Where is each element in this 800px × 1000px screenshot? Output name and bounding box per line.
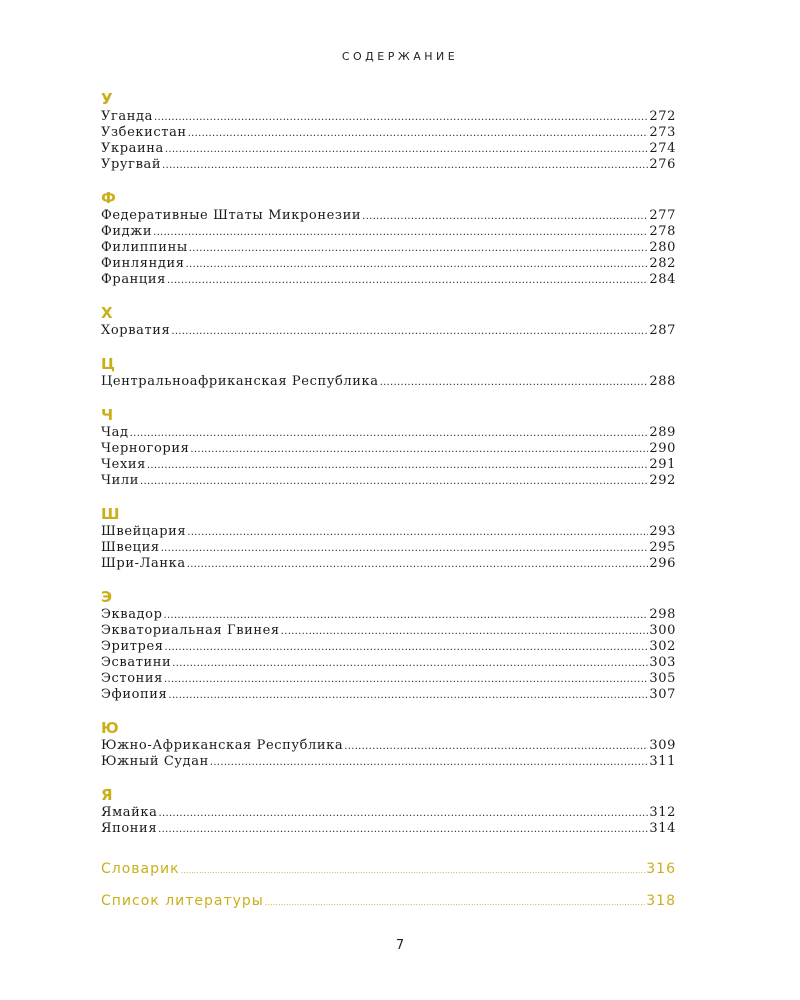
entry-page: 298 [649, 607, 676, 622]
dot-leader [362, 209, 648, 225]
toc-entry[interactable] [101, 224, 676, 240]
dot-leader [158, 822, 648, 838]
table-of-contents [101, 90, 676, 917]
section-letter: У [101, 90, 113, 108]
toc-entry[interactable] [101, 805, 676, 821]
entry-page: 287 [649, 323, 676, 338]
dot-leader [188, 126, 649, 142]
toc-entry[interactable] [101, 457, 676, 473]
toc-entry[interactable] [101, 671, 676, 687]
entry-title: Финляндия [101, 256, 185, 271]
entry-page: 291 [649, 457, 676, 472]
entry-page: 288 [649, 374, 676, 389]
toc-section [101, 355, 676, 390]
section-letter: Ф [101, 189, 116, 207]
entry-page: 305 [649, 671, 676, 686]
entry-title: Эстония [101, 671, 163, 686]
entry-title: Швеция [101, 540, 160, 555]
dot-leader [344, 739, 648, 755]
toc-entry[interactable] [101, 272, 676, 288]
dot-leader [265, 887, 645, 919]
entry-title: Список литературы [101, 893, 264, 909]
entry-title: Чад [101, 425, 129, 440]
entry-page: 293 [649, 524, 676, 539]
toc-entry[interactable] [101, 655, 676, 671]
entry-title: Япония [101, 821, 158, 836]
dot-leader [186, 257, 649, 273]
toc-entry[interactable] [101, 374, 676, 390]
dot-leader [167, 273, 648, 289]
toc-entry[interactable] [101, 256, 676, 272]
toc-entry[interactable] [101, 109, 676, 125]
entry-title: Словарик [101, 861, 180, 877]
entry-page: 307 [649, 687, 676, 702]
entry-title: Эфиопия [101, 687, 168, 702]
entry-page: 276 [649, 157, 676, 172]
toc-entry[interactable] [101, 441, 676, 457]
entry-title: Филиппины [101, 240, 188, 255]
dot-leader [164, 672, 648, 688]
dot-leader [154, 110, 648, 126]
entry-title: Франция [101, 272, 166, 287]
section-letter: Ш [101, 505, 120, 523]
dot-leader [281, 624, 649, 640]
toc-section [101, 505, 676, 572]
entry-page: 290 [649, 441, 676, 456]
entry-title: Ямайка [101, 805, 158, 820]
dot-leader [147, 458, 648, 474]
dot-leader [171, 324, 648, 340]
toc-entry[interactable] [101, 687, 676, 703]
entry-page: 309 [649, 738, 676, 753]
dot-leader [187, 557, 649, 573]
entry-page: 282 [649, 256, 676, 271]
dot-leader [181, 855, 646, 887]
entry-page: 289 [649, 425, 676, 440]
entry-page: 273 [649, 125, 676, 140]
entry-title: Эритрея [101, 639, 164, 654]
toc-entry[interactable] [101, 623, 676, 639]
entry-page: 292 [649, 473, 676, 488]
toc-entry[interactable] [101, 425, 676, 441]
toc-section [101, 588, 676, 703]
dot-leader [165, 142, 649, 158]
entry-title: Чехия [101, 457, 146, 472]
entry-title: Эсватини [101, 655, 172, 670]
dot-leader [165, 640, 649, 656]
entry-title: Федеративные Штаты Микронезии [101, 208, 362, 223]
dot-leader [168, 688, 648, 704]
toc-entry[interactable] [101, 754, 676, 770]
entry-title: Уганда [101, 109, 153, 124]
toc-entry-bibliography[interactable] [101, 885, 676, 917]
entry-title: Уругвай [101, 157, 162, 172]
entry-title: Черногория [101, 441, 190, 456]
section-letter: Ю [101, 719, 119, 737]
dot-leader [161, 541, 649, 557]
entry-title: Экваториальная Гвинея [101, 623, 280, 638]
section-letter: Х [101, 304, 113, 322]
toc-section [101, 90, 676, 173]
toc-entry-glossary[interactable] [101, 853, 676, 885]
entry-page: 314 [649, 821, 676, 836]
section-letter: Ц [101, 355, 115, 373]
entry-title: Узбекистан [101, 125, 187, 140]
entry-page: 278 [649, 224, 676, 239]
page-header: СОДЕРЖАНИЕ [341, 50, 459, 63]
toc-entry[interactable] [101, 821, 676, 837]
entry-title: Швейцария [101, 524, 187, 539]
entry-page: 296 [649, 556, 676, 571]
toc-entry[interactable] [101, 540, 676, 556]
dot-leader [159, 806, 649, 822]
entry-page: 318 [646, 893, 676, 909]
toc-extras [101, 853, 676, 917]
entry-title: Южный Судан [101, 754, 209, 769]
toc-entry[interactable] [101, 141, 676, 157]
toc-section [101, 304, 676, 339]
dot-leader [210, 755, 648, 771]
toc-section [101, 406, 676, 489]
dot-leader [189, 241, 649, 257]
dot-leader [153, 225, 648, 241]
toc-entry[interactable] [101, 240, 676, 256]
entry-page: 280 [649, 240, 676, 255]
entry-page: 316 [646, 861, 676, 877]
entry-page: 302 [649, 639, 676, 654]
entry-page: 274 [649, 141, 676, 156]
entry-page: 295 [649, 540, 676, 555]
dot-leader [190, 442, 648, 458]
entry-title: Хорватия [101, 323, 171, 338]
toc-entry[interactable] [101, 157, 676, 173]
entry-page: 303 [649, 655, 676, 670]
entry-title: Чили [101, 473, 140, 488]
section-letter: Я [101, 786, 113, 804]
entry-title: Фиджи [101, 224, 153, 239]
entry-page: 277 [649, 208, 676, 223]
dot-leader [162, 158, 648, 174]
toc-entry[interactable] [101, 125, 676, 141]
dot-leader [187, 525, 648, 541]
toc-entry[interactable] [101, 556, 676, 572]
entry-page: 284 [649, 272, 676, 287]
entry-title: Центральноафриканская Республика [101, 374, 379, 389]
toc-entry[interactable] [101, 607, 676, 623]
toc-entry[interactable] [101, 738, 676, 754]
dot-leader [164, 608, 649, 624]
toc-entry[interactable] [101, 323, 676, 339]
toc-entry[interactable] [101, 208, 676, 224]
entry-title: Эквадор [101, 607, 163, 622]
toc-section [101, 189, 676, 288]
dot-leader [172, 656, 648, 672]
entry-page: 312 [649, 805, 676, 820]
entry-page: 300 [649, 623, 676, 638]
dot-leader [130, 426, 649, 442]
section-letter: Ч [101, 406, 114, 424]
dot-leader [140, 474, 648, 490]
toc-entry[interactable] [101, 639, 676, 655]
entry-page: 272 [649, 109, 676, 124]
page-number: 7 [395, 938, 405, 953]
dot-leader [380, 375, 649, 391]
entry-title: Шри-Ланка [101, 556, 186, 571]
toc-section [101, 786, 676, 837]
toc-entry[interactable] [101, 524, 676, 540]
entry-page: 311 [649, 754, 676, 769]
toc-entry[interactable] [101, 473, 676, 489]
section-letter: Э [101, 588, 113, 606]
entry-title: Южно-Африканская Республика [101, 738, 344, 753]
toc-section [101, 719, 676, 770]
entry-title: Украина [101, 141, 164, 156]
